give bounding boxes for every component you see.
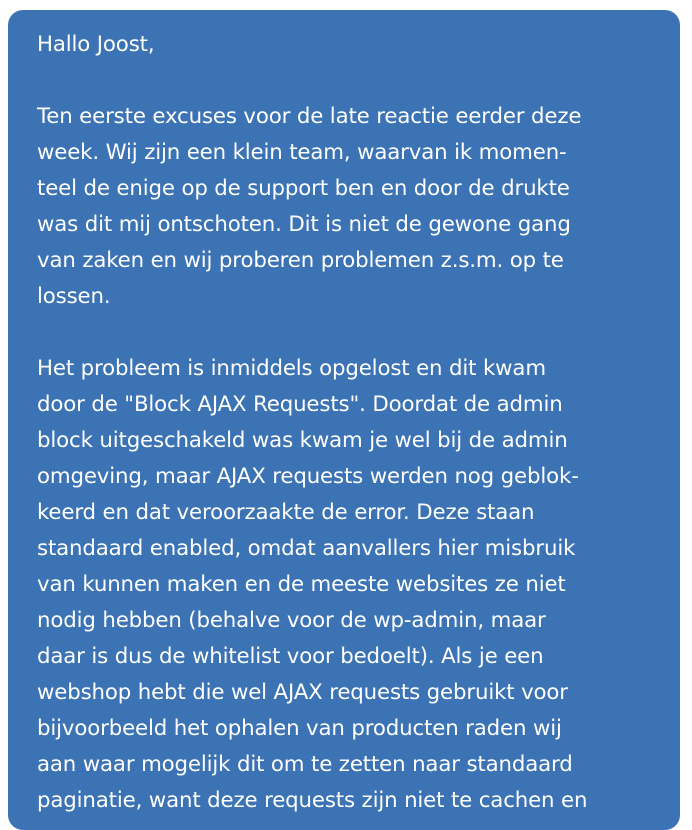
message-line: Ten eerste excuses voor de late reactie eerder deze [37, 104, 582, 129]
message-line: webshop hebt die wel AJAX requests gebruikt voor [37, 680, 568, 705]
message-line: aan waar mogelijk dit om te zetten naar standaard [37, 752, 573, 777]
message-line: van kunnen maken en de meeste websites ze niet [37, 572, 566, 597]
message-line: van zaken en wij proberen problemen z.s.m. op te [37, 248, 564, 273]
message-line: paginatie, want deze requests zijn niet te cachen en [37, 788, 588, 813]
message-line: week. Wij zijn een klein team, waarvan ik momen- [37, 140, 567, 165]
message-bubble [8, 10, 680, 830]
greeting-paragraph [37, 27, 660, 63]
message-paragraph-solution [37, 351, 660, 819]
message-line: door de "Block AJAX Requests". Doordat de admin [37, 392, 563, 417]
message-line: bijvoorbeeld het ophalen van producten raden wij [37, 716, 562, 741]
message-line: Het probleem is inmiddels opgelost en dit kwam [37, 356, 546, 381]
message-line: was dit mij ontschoten. Dit is niet de gewone gang [37, 212, 571, 237]
message-line: standaard enabled, omdat aanvallers hier misbruik [37, 536, 576, 561]
message-paragraph-apology [37, 99, 660, 315]
message-line: block uitgeschakeld was kwam je wel bij de admin [37, 428, 568, 453]
message-line: keerd en dat veroorzaakte de error. Deze staan [37, 500, 535, 525]
message-line: teel de enige op de support ben en door de drukte [37, 176, 570, 201]
greeting-text: Hallo Joost, [37, 32, 155, 57]
message-line: daar is dus de whitelist voor bedoelt). Als je een [37, 644, 544, 669]
message-line: lossen. [37, 284, 111, 309]
message-line: nodig hebben (behalve voor de wp-admin, maar [37, 608, 546, 633]
message-line: omgeving, maar AJAX requests werden nog geblok- [37, 464, 579, 489]
